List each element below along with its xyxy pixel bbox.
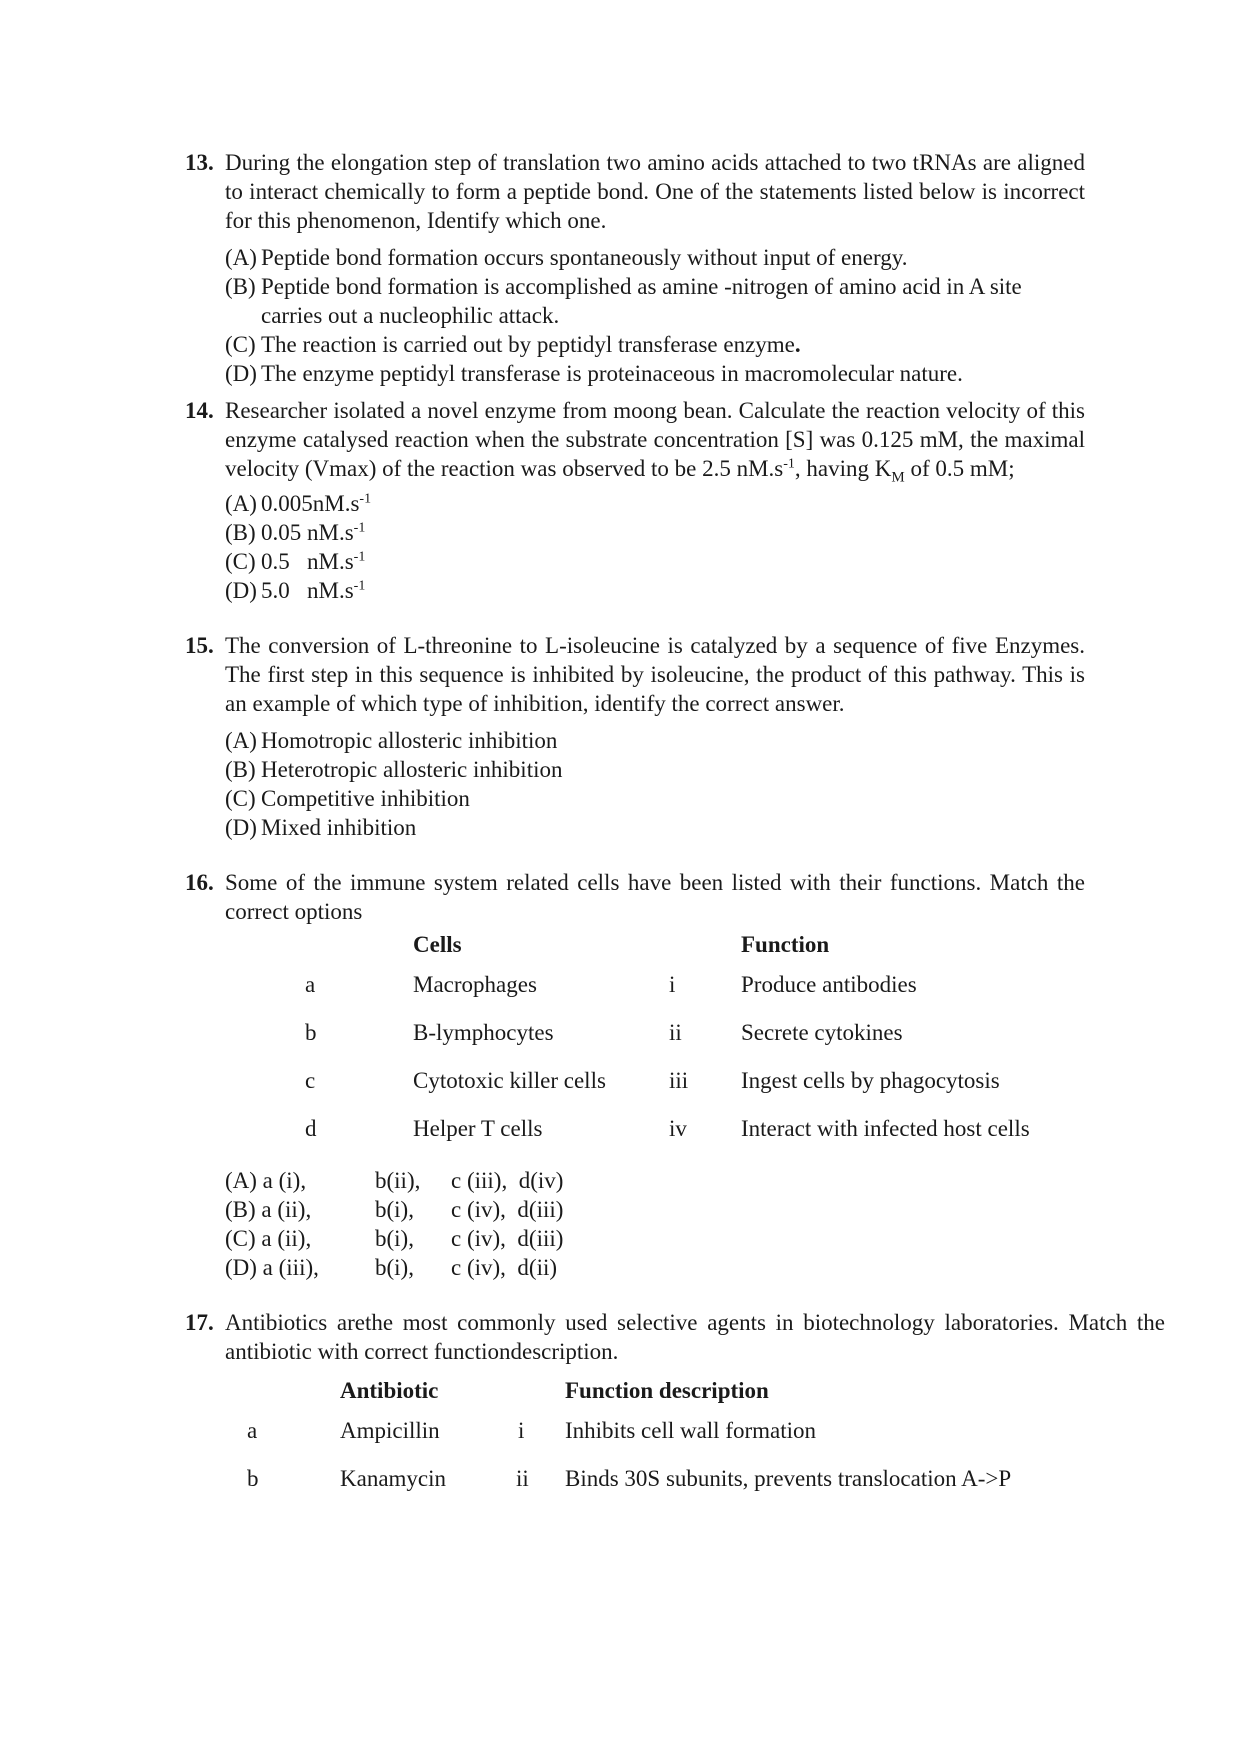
question-stem: During the elongation step of translation two amino acids attached to two tRNAs are aligned to interact chemically to form a peptide bond. One of the statements listed below is incorrect for this phenomenon, Identify which one. (225, 150, 1085, 233)
question-page (185, 148, 1165, 1502)
option-c: (C) The reaction is carried out by peptidyl transferase enzyme. (225, 332, 801, 357)
option-d: (D) The enzyme peptidyl transferase is proteinaceous in macromolecular nature. (225, 361, 963, 386)
table-row: d Helper T cells iv Interact with infected host cells (305, 1115, 1030, 1141)
table-header (225, 1376, 1011, 1406)
options-list (225, 489, 1085, 605)
question-stem: Antibiotics arethe most commonly used selective agents in biotechnology laboratories. Match the antibiotic with correct functiondescription. (225, 1310, 1165, 1364)
question-number: 15. (185, 633, 214, 658)
column-header-antibiotic: Antibiotic (340, 1378, 439, 1403)
option-c: (C) Competitive inhibition (225, 786, 470, 811)
question-17 (185, 1308, 1165, 1502)
options-list (225, 243, 1085, 388)
question-14 (185, 396, 1085, 605)
answer-options: (A) a (i), b(ii), c (iii), d(iv) (B) a (ii), b(i), c (iv), d(iii) (C) a (ii), b(i), c (iv), d(iii) (D) a (iii), b(i), c (iv), d(ii) (225, 1168, 564, 1280)
option-c: (C) 0.5 $nM.s^{-1}$ (225, 549, 366, 574)
table-row: b Kanamycin ii Binds 30S subunits, prevents translocation A->P (247, 1465, 1012, 1491)
option-b: (B) Peptide bond formation is accomplished as amine -nitrogen of amino acid in A site carries out a nucleophilic attack. (225, 274, 1022, 328)
question-stem: The conversion of L-threonine to L-isoleucine is catalyzed by a sequence of five Enzymes. The first step in this sequence is inhibited by isoleucine, the product of this pathway. This is an example of which type of inhibition, identify the correct answer. (225, 633, 1085, 716)
question-number: 16. (185, 870, 214, 895)
question-stem: Some of the immune system related cells have been listed with their functions. Match the correct options (225, 870, 1085, 924)
option-a: (A) $0.005nM.s^{-1}$ (225, 491, 372, 516)
table-row: a Macrophages i Produce antibodies (305, 971, 917, 997)
option-b: (B) 0.05 $nM.s^{-1}$ (225, 520, 366, 545)
option-d: (D) 5.0 $nM.s^{-1}$ (225, 578, 366, 603)
options-list (225, 726, 1085, 842)
table-row: a Ampicillin i Inhibits cell wall formation (247, 1417, 817, 1443)
table-header (225, 930, 1030, 960)
question-stem: Researcher isolated a novel enzyme from moong bean. Calculate the reaction velocity of this enzyme catalysed reaction when the substrate concentration [S] was 0.125 mM, the maximal velocity (Vmax) of the reaction was observed to be 2.5 $nM.s^{-1}$, having $K_M$ of 0.5 mM; (225, 398, 1085, 486)
column-header-cells: Cells (413, 932, 462, 957)
question-number: 14. (185, 398, 214, 423)
table-row: b B-lymphocytes ii Secrete cytokines (305, 1019, 903, 1045)
question-16 (185, 868, 1085, 1282)
match-table (225, 930, 1030, 1152)
table-row: c Cytotoxic killer cells iii Ingest cells by phagocytosis (305, 1067, 1000, 1093)
column-header-function: Function description (565, 1378, 769, 1403)
match-table (225, 1376, 1011, 1502)
question-number: 17. (185, 1310, 214, 1335)
option-a: (A) Homotropic allosteric inhibition (225, 728, 558, 753)
option-a: (A) Peptide bond formation occurs spontaneously without input of energy. (225, 245, 908, 270)
option-d: (D) Mixed inhibition (225, 815, 417, 840)
question-15 (185, 631, 1085, 842)
question-number: 13. (185, 150, 214, 175)
option-b: (B) Heterotropic allosteric inhibition (225, 757, 563, 782)
question-13 (185, 148, 1085, 388)
column-header-function: Function (741, 932, 830, 957)
